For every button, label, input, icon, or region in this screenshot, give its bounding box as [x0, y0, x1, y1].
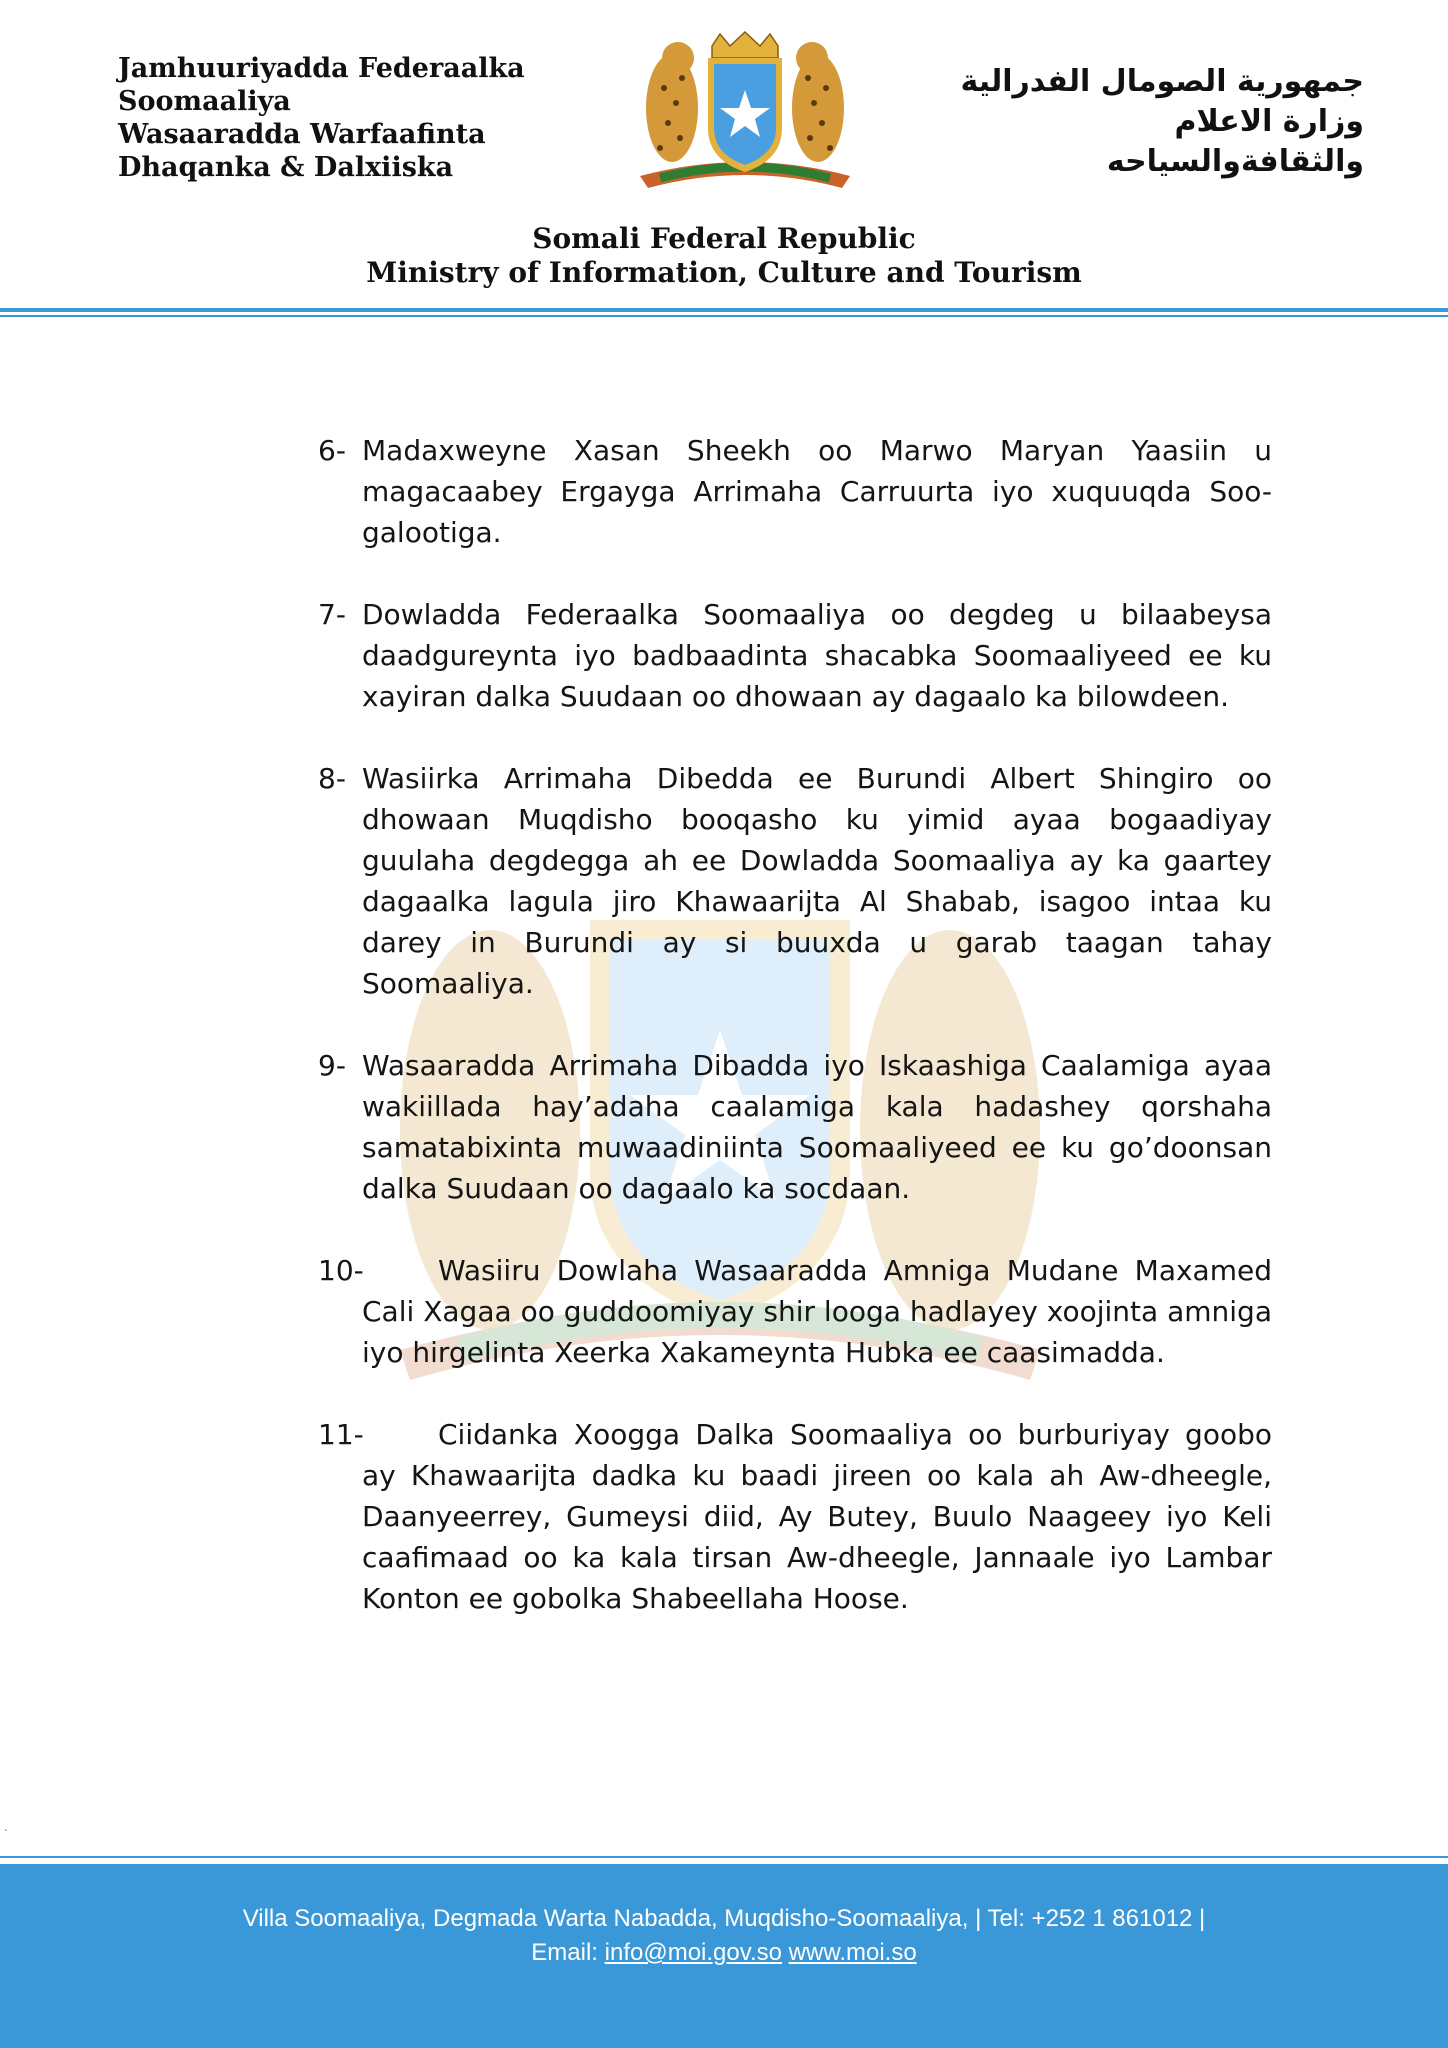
item-number: 9- — [318, 1049, 346, 1082]
header-right-line: وزارة الاعلام — [1174, 104, 1364, 139]
header-right-line: والثقافةوالسياحه — [1106, 144, 1364, 179]
header-divider — [0, 308, 1448, 312]
footer — [0, 1864, 1448, 2048]
coat-of-arms-icon — [620, 28, 870, 208]
header-subtitle: Ministry of Information, Culture and Tourism — [366, 256, 1082, 289]
footer-website-link[interactable]: www.moi.so — [788, 1939, 917, 1966]
item-number: 6- — [318, 434, 346, 467]
header-left-block — [118, 52, 525, 184]
header-left-line: Wasaaradda Warfaafinta — [118, 119, 486, 150]
header-right-block — [944, 62, 1364, 182]
list-item — [318, 430, 1272, 553]
item-text: Wasiirka Arrimaha Dibedda ee Burundi Albert Shingiro oo dhowaan Muqdisho booqasho ku yimid ayaa bogaadiyay guulaha degdegga ah ee Dowladda Soomaaliya ay ka gaartey dagaalka lagula jiro Khawaarijta Al Shabab, isagoo intaa ku darey in Burundi ay si buuxda u garab taagan tahay Soomaaliya. — [362, 762, 1272, 1000]
header-divider-thin — [0, 315, 1448, 317]
item-text: Madaxweyne Xasan Sheekh oo Marwo Maryan Yaasiin u magacaabey Ergayga Arrimaha Carruurta iyo xuquuqda Soo-galootiga. — [362, 434, 1272, 549]
list-item — [318, 758, 1272, 1004]
item-text: Ciidanka Xoogga Dalka Soomaaliya oo burburiyay goobo ay Khawaarijta dadka ku baadi jireen oo kala ah Aw-dheegle, Daanyeerrey, Gumeysi diid, Ay Butey, Buulo Naageey iyo Keli caafimaad oo ka kala tirsan Aw-dheegle, Jannaale iyo Lambar Konton ee gobolka Shabeellaha Hoose. — [362, 1418, 1272, 1615]
list-item — [318, 1250, 1272, 1373]
margin-dot: . — [4, 1820, 8, 1834]
footer-address: Villa Soomaaliya, Degmada Warta Nabadda, Muqdisho-Soomaaliya, | Tel: +252 1 861012 | — [242, 1905, 1206, 1932]
header-left-line: Soomaaliya — [118, 86, 291, 117]
item-text: Wasiiru Dowlaha Wasaaradda Amniga Mudane Maxamed Cali Xagaa oo guddoomiyay shir looga hadlayey xoojinta amniga iyo hirgelinta Xeerka Xakameynta Hubka ee caasimadda. — [362, 1254, 1272, 1369]
item-number: 7- — [318, 598, 346, 631]
header-left-line: Dhaqanka & Dalxiiska — [118, 152, 454, 183]
list-item — [318, 594, 1272, 717]
header-right-line: جمهورية الصومال الفدرالية — [960, 64, 1364, 99]
news-list — [318, 430, 1272, 1660]
item-number: 8- — [318, 762, 346, 795]
footer-divider — [0, 1856, 1448, 1858]
header-left-line: Jamhuuriyadda Federaalka — [118, 53, 525, 84]
list-item — [318, 1045, 1272, 1209]
item-number: 10- — [318, 1254, 364, 1287]
list-item — [318, 1414, 1272, 1619]
item-number: 11- — [318, 1418, 364, 1451]
footer-email-link[interactable]: info@moi.gov.so — [604, 1939, 782, 1966]
header-center — [0, 222, 1448, 290]
footer-contact — [0, 1936, 1448, 1970]
item-text: Wasaaradda Arrimaha Dibadda iyo Iskaashiga Caalamiga ayaa wakiillada hay’adaha caalamiga kala hadashey qorshaha samatabixinta muwaadiniinta Soomaaliyeed ee ku go’doonsan dalka Suudaan oo dagaalo ka socdaan. — [362, 1049, 1272, 1205]
item-text: Dowladda Federaalka Soomaaliya oo degdeg u bilaabeysa daadgureynta iyo badbaadinta shacabka Soomaaliyeed ee ku xayiran dalka Suudaan oo dhowaan ay dagaalo ka bilowdeen. — [362, 598, 1272, 713]
header-title: Somali Federal Republic — [532, 222, 916, 255]
footer-email-label: Email: — [531, 1939, 598, 1966]
